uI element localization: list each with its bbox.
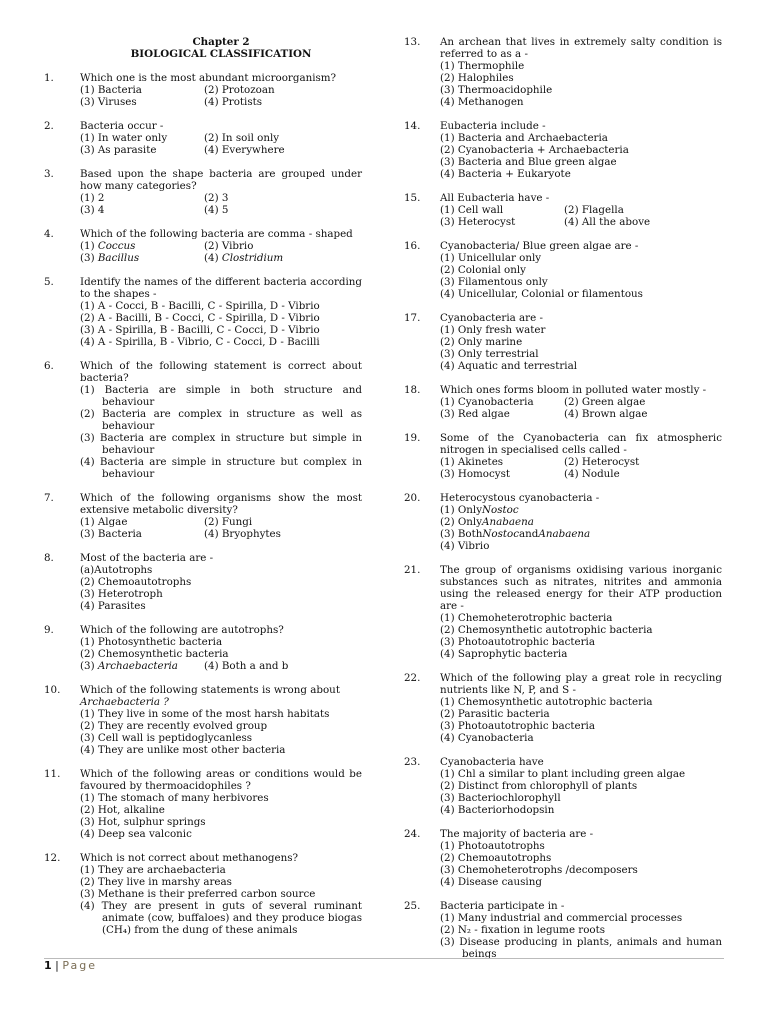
answer-option-row [80, 240, 362, 252]
answer-option: (3) Only terrestrial [440, 348, 539, 360]
answer-option: (2) They live in marshy areas [80, 876, 232, 888]
answer-option: (1) Algae [80, 516, 128, 528]
page-number: 1 [44, 959, 52, 972]
answer-option: (1) They live in some of the most harsh habitats [80, 708, 330, 720]
question-number: 18. [404, 384, 421, 396]
answer-option: (2) Bacteria are complex in structure as well as behaviour [80, 408, 362, 432]
chapter-label: Chapter 2 [192, 36, 250, 48]
answer-option: (2) A - Bacilli, B - Cocci, C - Spirilla, D - Vibrio [80, 312, 320, 324]
question-item [44, 168, 362, 216]
answer-option: (3) Archaebacteria [80, 660, 178, 672]
answer-option: (1) Chl a similar to plant including green algae [440, 768, 686, 780]
question-list-right [404, 36, 722, 960]
answer-option: (a)Autotrophs [80, 564, 153, 576]
question-stem: Which ones forms bloom in polluted water mostly - [440, 384, 707, 396]
question-item [44, 852, 362, 936]
answer-option: (3) As parasite [80, 144, 157, 156]
answer-option: (3) Photoautotrophic bacteria [440, 636, 595, 648]
answer-option: (2) Flagella [564, 204, 624, 216]
answer-option: (3) Red algae [440, 408, 510, 420]
answer-option: (3) Thermoacidophile [440, 84, 553, 96]
question-stem: Which of the following bacteria are comma - shaped [80, 228, 353, 240]
answer-option: (1) In water only [80, 132, 168, 144]
answer-option: (4) Clostridium [204, 252, 284, 264]
question-stem: The majority of bacteria are - [440, 828, 594, 840]
question-item [404, 756, 722, 816]
question-stem: Bacteria participate in - [440, 900, 565, 912]
answer-option: (2) Fungi [204, 516, 253, 528]
question-number: 13. [404, 36, 421, 48]
answer-option: (1) A - Cocci, B - Bacilli, C - Spirilla, D - Vibrio [80, 300, 320, 312]
question-stem: An archean that lives in extremely salty condition is referred to as a - [440, 36, 722, 60]
answer-option-row [440, 456, 722, 468]
answer-option: (2) Cyanobacteria + Archaebacteria [440, 144, 629, 156]
question-number: 16. [404, 240, 421, 252]
answer-option: (2) Only marine [440, 336, 523, 348]
question-item [44, 552, 362, 612]
question-item [404, 900, 722, 960]
question-item [404, 192, 722, 228]
answer-option: (4) They are present in guts of several ruminant animate (cow, buffaloes) and they produce biogas (CH₄) from the dung of these animals [80, 900, 362, 936]
answer-option: (2) Chemosynthetic bacteria [80, 648, 229, 660]
answer-option-row [80, 660, 362, 672]
answer-option-row [80, 192, 362, 204]
answer-option: (3) Heterotroph [80, 588, 163, 600]
answer-option: (4) Nodule [564, 468, 620, 480]
question-stem: Some of the Cyanobacteria can fix atmospheric nitrogen in specialised cells called - [440, 432, 722, 456]
answer-option: (4) Parasites [80, 600, 146, 612]
question-number: 17. [404, 312, 421, 324]
footer-divider [44, 958, 724, 959]
page-title: BIOLOGICAL CLASSIFICATION [130, 48, 312, 60]
answer-option: (1) Chemosynthetic autotrophic bacteria [440, 696, 653, 708]
answer-option: (3) Filamentous only [440, 276, 548, 288]
question-item [404, 564, 722, 660]
answer-option-row [440, 408, 722, 420]
answer-option: (4) Aquatic and terrestrial [440, 360, 578, 372]
answer-option: (1) Bacteria are simple in both structure and behaviour [80, 384, 362, 408]
answer-option: (1) Only fresh water [440, 324, 546, 336]
question-number: 14. [404, 120, 421, 132]
answer-option: (3) Bacteria [80, 528, 142, 540]
question-number: 12. [44, 852, 61, 864]
answer-option: (4) All the above [564, 216, 651, 228]
answer-option: (4) Methanogen [440, 96, 524, 108]
question-number: 20. [404, 492, 421, 504]
answer-option: (4) Bacteria + Eukaryote [440, 168, 571, 180]
question-stem: Which of the following areas or conditions would be favoured by thermoacidophiles ? [80, 768, 362, 792]
answer-option: (3) Homocyst [440, 468, 511, 480]
question-item [404, 36, 722, 108]
answer-option: (4) Bacteriorhodopsin [440, 804, 555, 816]
answer-option: (3) Bacteria and Blue green algae [440, 156, 617, 168]
answer-option: (4) Deep sea valconic [80, 828, 192, 840]
answer-option: (2) Parasitic bacteria [440, 708, 550, 720]
answer-option: (1) Bacteria and Archaebacteria [440, 132, 608, 144]
question-stem: All Eubacteria have - [440, 192, 550, 204]
answer-option: (1) Only Nostoc [440, 504, 519, 516]
answer-option: (3) Chemoheterotrophs /decomposers [440, 864, 638, 876]
answer-option: (4) Vibrio [440, 540, 490, 552]
answer-option: (2) Chemoautotrophs [80, 576, 192, 588]
answer-option: (2) Hot, alkaline [80, 804, 165, 816]
question-stem: Archaebacteria ? [80, 696, 169, 708]
answer-option: (3) Bacillus [80, 252, 140, 264]
question-item [44, 72, 362, 108]
question-item [404, 240, 722, 300]
answer-option-row [440, 204, 722, 216]
answer-option: (4) They are unlike most other bacteria [80, 744, 286, 756]
answer-option: (1) Chemoheterotrophic bacteria [440, 612, 613, 624]
answer-option: (3) 4 [80, 204, 105, 216]
question-number: 10. [44, 684, 61, 696]
answer-option: (2) In soil only [204, 132, 280, 144]
answer-option: (4) A - Spirilla, B - Vibrio, C - Cocci, D - Bacilli [80, 336, 320, 348]
question-item [404, 672, 722, 744]
question-stem: Eubacteria include - [440, 120, 546, 132]
answer-option: (1) 2 [80, 192, 105, 204]
question-item [44, 768, 362, 840]
answer-option: (4) Brown algae [564, 408, 648, 420]
answer-option-row [80, 516, 362, 528]
answer-option: (2) Vibrio [204, 240, 254, 252]
question-stem: Which of the following organisms show the most extensive metabolic diversity? [80, 492, 362, 516]
question-number: 5. [44, 276, 54, 288]
answer-option: (1) Cyanobacteria [440, 396, 534, 408]
question-number: 4. [44, 228, 54, 240]
question-stem: Which of the following statements is wrong about [80, 684, 340, 696]
answer-option: (4) Disease causing [440, 876, 542, 888]
answer-option: (1) The stomach of many herbivores [80, 792, 269, 804]
answer-option-row [80, 84, 362, 96]
question-item [404, 432, 722, 480]
answer-option: (2) Protozoan [204, 84, 275, 96]
answer-option: (2) Green algae [564, 396, 646, 408]
answer-option-row [440, 216, 722, 228]
question-item [404, 120, 722, 180]
left-column [44, 36, 362, 948]
answer-option: (3) Photoautotrophic bacteria [440, 720, 595, 732]
page-footer [44, 960, 97, 972]
question-item [404, 492, 722, 552]
question-stem: Identify the names of the different bacteria according to the shapes - [80, 276, 362, 300]
answer-option: (1) Many industrial and commercial processes [440, 912, 683, 924]
question-number: 2. [44, 120, 54, 132]
question-number: 21. [404, 564, 421, 576]
question-number: 3. [44, 168, 54, 180]
question-stem: Which one is the most abundant microorganism? [80, 72, 337, 84]
answer-option: (4) Cyanobacteria [440, 732, 534, 744]
answer-option: (3) Both Nostoc and Anabaena [440, 528, 591, 540]
question-stem: Which is not correct about methanogens? [80, 852, 299, 864]
answer-option: (2) Distinct from chlorophyll of plants [440, 780, 638, 792]
question-number: 6. [44, 360, 54, 372]
answer-option: (3) Cell wall is peptidoglycanless [80, 732, 253, 744]
question-number: 1. [44, 72, 54, 84]
answer-option: (3) Bacteria are complex in structure but simple in behaviour [80, 432, 362, 456]
answer-option: (3) Disease producing in plants, animals and human beings [440, 936, 722, 960]
question-number: 19. [404, 432, 421, 444]
answer-option: (3) Heterocyst [440, 216, 516, 228]
answer-option: (4) Both a and b [204, 660, 289, 672]
answer-option: (4) Protists [204, 96, 263, 108]
answer-option: (1) Akinetes [440, 456, 504, 468]
answer-option: (1) Bacteria [80, 84, 142, 96]
question-stem: Cyanobacteria/ Blue green algae are - [440, 240, 639, 252]
question-item [44, 684, 362, 756]
answer-option: (1) Unicellular only [440, 252, 542, 264]
question-item [44, 228, 362, 264]
answer-option: (4) Unicellular, Colonial or filamentous [440, 288, 643, 300]
question-stem: Heterocystous cyanobacteria - [440, 492, 600, 504]
question-stem: Most of the bacteria are - [80, 552, 214, 564]
answer-option: (1) They are archaebacteria [80, 864, 226, 876]
right-column [404, 36, 722, 972]
answer-option: (1) Photosynthetic bacteria [80, 636, 223, 648]
answer-option: (2) 3 [204, 192, 229, 204]
answer-option-row [80, 132, 362, 144]
question-number: 7. [44, 492, 54, 504]
answer-option: (2) Chemosynthetic autotrophic bacteria [440, 624, 653, 636]
question-item [44, 120, 362, 156]
question-item [44, 492, 362, 540]
answer-option: (2) Halophiles [440, 72, 514, 84]
question-list-left [44, 72, 362, 936]
answer-option: (4) Bryophytes [204, 528, 281, 540]
question-item [44, 624, 362, 672]
question-number: 8. [44, 552, 54, 564]
question-item [404, 384, 722, 420]
answer-option: (3) Methane is their preferred carbon source [80, 888, 316, 900]
question-number: 15. [404, 192, 421, 204]
question-item [404, 828, 722, 888]
question-stem: The group of organisms oxidising various inorganic substances such as nitrates, nitrites and ammonia using the released energy for their ATP production are - [440, 564, 722, 612]
question-number: 23. [404, 756, 421, 768]
question-number: 11. [44, 768, 61, 780]
footer-separator: | [55, 959, 59, 972]
question-stem: Which of the following statement is correct about bacteria? [80, 360, 362, 384]
answer-option: (2) Chemoautotrophs [440, 852, 552, 864]
answer-option: (1) Thermophile [440, 60, 525, 72]
question-number: 25. [404, 900, 421, 912]
question-stem: Which of the following play a great role in recycling nutrients like N, P, and S - [440, 672, 722, 696]
answer-option-row [440, 468, 722, 480]
answer-option-row [80, 528, 362, 540]
answer-option: (1) Photoautotrophs [440, 840, 545, 852]
answer-option: (3) Viruses [80, 96, 137, 108]
question-stem: Based upon the shape bacteria are grouped under how many categories? [80, 168, 362, 192]
question-number: 9. [44, 624, 54, 636]
answer-option: (4) Saprophytic bacteria [440, 648, 568, 660]
answer-option: (1) Cell wall [440, 204, 504, 216]
answer-option-row [80, 144, 362, 156]
question-stem: Bacteria occur - [80, 120, 164, 132]
answer-option: (3) Bacteriochlorophyll [440, 792, 561, 804]
answer-option: (4) Everywhere [204, 144, 285, 156]
question-item [44, 276, 362, 348]
answer-option: (2) Only Anabaena [440, 516, 534, 528]
answer-option-row [80, 204, 362, 216]
question-stem: Cyanobacteria are - [440, 312, 543, 324]
answer-option: (2) N₂ - fixation in legume roots [440, 924, 606, 936]
answer-option: (4) Bacteria are simple in structure but complex in behaviour [80, 456, 362, 480]
question-stem: Which of the following are autotrophs? [80, 624, 284, 636]
answer-option: (2) Heterocyst [564, 456, 640, 468]
answer-option: (2) They are recently evolved group [80, 720, 268, 732]
question-stem: Cyanobacteria have [440, 756, 544, 768]
answer-option: (2) Colonial only [440, 264, 527, 276]
question-number: 22. [404, 672, 421, 684]
answer-option-row [80, 96, 362, 108]
question-item [44, 360, 362, 480]
answer-option-row [440, 396, 722, 408]
answer-option: (3) Hot, sulphur springs [80, 816, 206, 828]
page-label: Page [62, 959, 98, 972]
answer-option: (3) A - Spirilla, B - Bacilli, C - Cocci, D - Vibrio [80, 324, 320, 336]
answer-option: (1) Coccus [80, 240, 136, 252]
question-number: 24. [404, 828, 421, 840]
answer-option-row [80, 252, 362, 264]
answer-option: (4) 5 [204, 204, 229, 216]
question-item [404, 312, 722, 372]
